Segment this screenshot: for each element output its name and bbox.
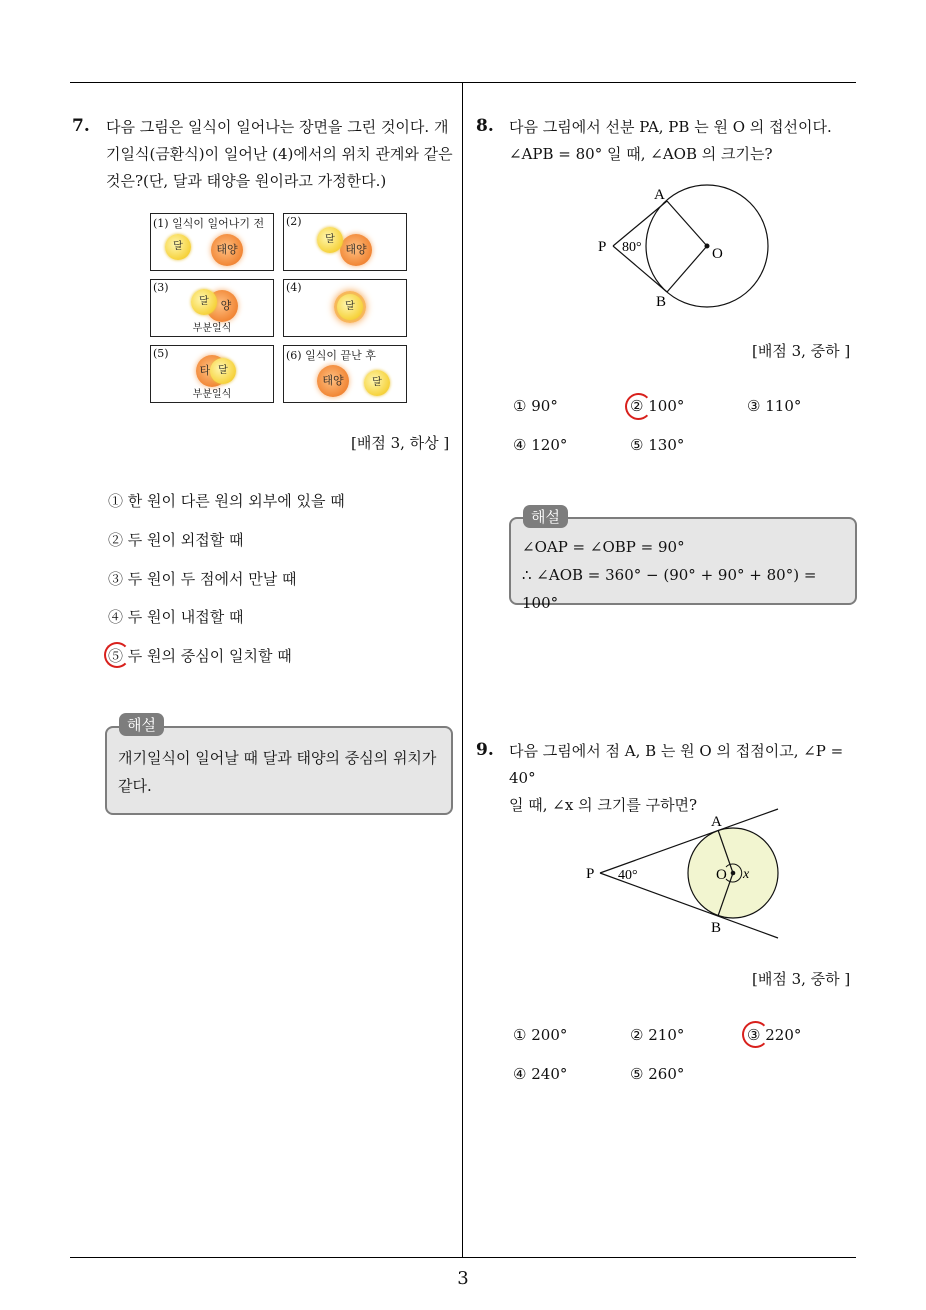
choice-4[interactable] <box>513 1065 567 1083</box>
cell-label: (5) <box>153 347 169 360</box>
choice-3[interactable] <box>747 397 801 415</box>
choice-text: 100° <box>648 397 685 415</box>
choice-mark: ② <box>630 397 644 415</box>
choice-text: 두 원의 중심이 일치할 때 <box>127 647 292 665</box>
choice-1[interactable] <box>513 397 558 415</box>
choice-mark: ① <box>513 1026 527 1044</box>
question-text <box>106 114 456 195</box>
question-number: 8. <box>476 116 494 136</box>
moon-icon: 달 <box>337 294 363 320</box>
radius-ob <box>667 246 707 292</box>
question-line: ∠APB = 80° 일 때, ∠AOB 의 크기는? <box>509 145 773 163</box>
choice-text: 120° <box>531 436 568 454</box>
question-line: 것은?(단, 달과 태양을 원이라고 가정한다.) <box>106 172 387 190</box>
eclipse-cell-2 <box>283 213 407 271</box>
choice-mark: ① <box>108 492 124 510</box>
choice-text: 두 원이 외접할 때 <box>127 531 244 549</box>
choice-5[interactable] <box>630 436 684 454</box>
top-rule <box>70 82 856 83</box>
answer-mark <box>104 642 130 668</box>
choice-text: 두 원이 두 점에서 만날 때 <box>127 570 297 588</box>
solution-text <box>118 744 448 800</box>
center-point <box>731 871 736 876</box>
question-text <box>509 114 859 168</box>
choice-5[interactable] <box>108 645 292 666</box>
angle-label: 40° <box>618 868 638 883</box>
cell-label: (6) 일식이 끝난 후 <box>286 349 376 362</box>
question-line: 일 때, ∠x 의 크기를 구하면? <box>509 796 698 814</box>
choice-mark: ③ <box>747 397 761 415</box>
solution-text <box>522 533 852 617</box>
choice-mark: ④ <box>513 436 527 454</box>
question-line: 다음 그림에서 선분 PA, PB 는 원 O 의 접선이다. <box>509 118 832 136</box>
radius-oa <box>667 201 707 246</box>
choice-text: 240° <box>531 1065 568 1083</box>
choice-text: 110° <box>765 397 802 415</box>
sun-icon: 타 <box>196 355 228 387</box>
question-line: 다음 그림에서 점 A, B 는 원 O 의 접점이고, ∠P = 40° <box>509 742 844 787</box>
column-divider <box>462 82 463 1257</box>
choice-4[interactable] <box>108 606 244 627</box>
solution-tag: 해설 <box>523 505 568 528</box>
question-line: 다음 그림은 일식이 일어나는 장면을 그린 것이다. 개 <box>106 118 449 136</box>
choice-2[interactable] <box>108 529 244 550</box>
choice-text: 한 원이 다른 원의 외부에 있을 때 <box>127 492 345 510</box>
choice-mark: ③ <box>747 1026 761 1044</box>
score-label: [배점 3, 중하 ] <box>752 342 851 360</box>
choice-text: 200° <box>531 1026 568 1044</box>
label-b: B <box>711 920 722 936</box>
answer-mark <box>742 1021 769 1048</box>
eclipse-cell-3 <box>150 279 274 337</box>
choice-mark: ④ <box>513 1065 527 1083</box>
sun-icon: 양 <box>206 290 238 322</box>
cell-label: (1) 일식이 일어나기 전 <box>153 217 265 230</box>
cell-label: (3) <box>153 281 169 294</box>
eclipse-cell-5 <box>150 345 274 403</box>
choice-5[interactable] <box>630 1065 684 1083</box>
cell-label: (4) <box>286 281 302 294</box>
moon-icon: 달 <box>317 227 343 253</box>
solution-tag: 해설 <box>119 713 164 736</box>
moon-icon: 달 <box>364 370 390 396</box>
moon-icon: 달 <box>210 358 236 384</box>
choice-text: 220° <box>765 1026 802 1044</box>
moon-icon: 달 <box>165 234 191 260</box>
choice-2[interactable] <box>630 1026 684 1044</box>
choice-3[interactable] <box>108 568 297 589</box>
solution-line: 개기일식이 일어날 때 달과 태양의 중심의 위치가 <box>118 749 437 767</box>
question-number: 9. <box>476 740 494 760</box>
choice-mark: ① <box>513 397 527 415</box>
label-a: A <box>711 814 722 830</box>
choice-1[interactable] <box>108 490 345 511</box>
choice-text: 90° <box>531 397 558 415</box>
label-p: P <box>586 866 595 882</box>
choice-text: 130° <box>648 436 685 454</box>
solution-line: ∴ ∠AOB = 360° − (90° + 90° + 80°) = 100° <box>522 566 817 612</box>
answer-mark <box>625 393 652 420</box>
center-point <box>705 244 710 249</box>
choice-1[interactable] <box>513 1026 567 1044</box>
label-o: O <box>712 246 723 262</box>
angle-label: 80° <box>622 240 642 255</box>
sun-icon: 태양 <box>317 365 349 397</box>
label-o: O <box>716 867 727 883</box>
choice-text: 두 원이 내접할 때 <box>127 608 244 626</box>
solution-line: 같다. <box>118 777 152 795</box>
choice-mark: ③ <box>108 570 124 588</box>
tangent-diagram-9 <box>580 805 790 940</box>
eclipse-cell-6 <box>283 345 407 403</box>
score-label: [배점 3, 중하 ] <box>752 970 851 988</box>
moon-icon: 달 <box>191 289 217 315</box>
sun-icon: 태양 <box>211 234 243 266</box>
cell-caption: 부분일식 <box>192 323 232 334</box>
choice-mark: ⑤ <box>108 647 124 665</box>
choice-text: 210° <box>648 1026 685 1044</box>
choice-mark: ⑤ <box>630 1065 644 1083</box>
cell-caption: 부분일식 <box>192 389 232 400</box>
bottom-rule <box>70 1257 856 1258</box>
label-a: A <box>654 187 665 203</box>
choice-mark: ② <box>630 1026 644 1044</box>
choice-mark: ⑤ <box>630 436 644 454</box>
choice-mark: ② <box>108 531 124 549</box>
score-label: [배점 3, 하상 ] <box>351 434 450 452</box>
eclipse-cell-1 <box>150 213 274 271</box>
choice-4[interactable] <box>513 436 567 454</box>
label-b: B <box>656 294 667 310</box>
choice-text: 260° <box>648 1065 685 1083</box>
eclipse-cell-4 <box>283 279 407 337</box>
sun-icon: 태양 <box>340 234 372 266</box>
question-line: 기일식(금환식)이 일어난 (4)에서의 위치 관계와 같은 <box>106 145 453 163</box>
cell-label: (2) <box>286 215 302 228</box>
label-p: P <box>598 239 607 255</box>
solution-line: ∠OAP = ∠OBP = 90° <box>522 538 685 556</box>
tangent-diagram-8 <box>590 180 780 310</box>
angle-x-label: x <box>743 867 750 882</box>
page-number: 3 <box>457 1268 469 1289</box>
question-number: 7. <box>72 116 90 136</box>
choice-mark: ④ <box>108 608 124 626</box>
